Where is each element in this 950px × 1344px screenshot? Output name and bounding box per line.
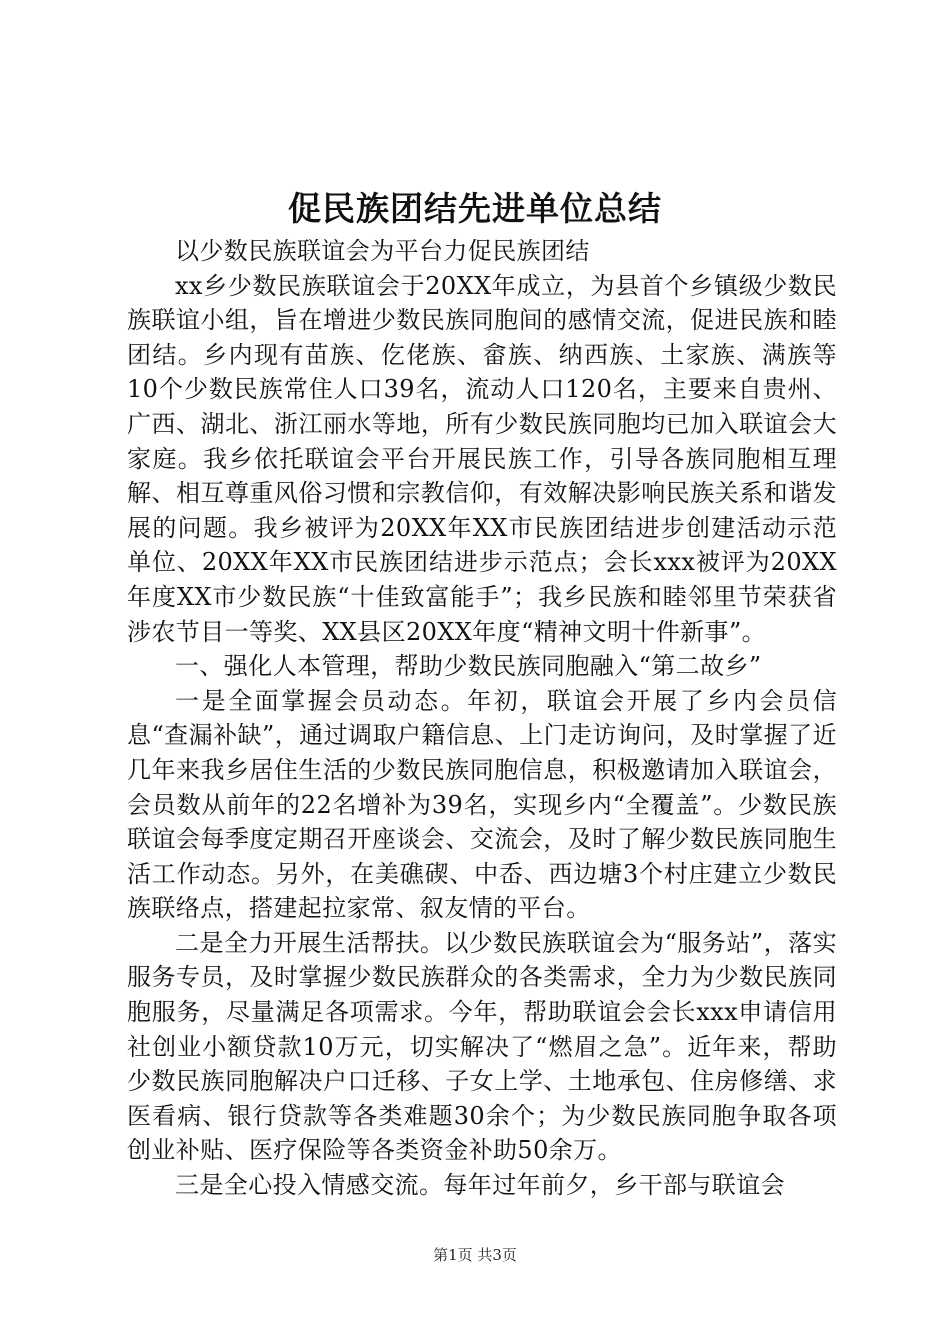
- body-paragraph: 一是全面掌握会员动态。年初，联谊会开展了乡内会员信息“查漏补缺”，通过调取户籍信息、上门走访询问，及时掌握了近几年来我乡居住生活的少数民族同胞信息，积极邀请加入联谊会，会员数从前年的22名增补为39名，实现乡内“全覆盖”。少数民族联谊会每季度定期召开座谈会、交流会，及时了解少数民族同胞生活工作动态。另外，在美礁碶、中岙、西边塘3个村庄建立少数民族联络点，搭建起拉家常、叙友情的平台。: [127, 686, 837, 923]
- body-paragraph: 三是全心投入情感交流。每年过年前夕，乡干部与联谊会: [175, 1171, 785, 1200]
- intro-paragraph: xx乡少数民族联谊会于20XX年成立，为县首个乡镇级少数民族联谊小组，旨在增进少数民族同胞间的感情交流，促进民族和睦团结。乡内现有苗族、仡佬族、畲族、纳西族、土家族、满族等10个少数民族常住人口39名，流动人口120名，主要来自贵州、广西、湖北、浙江丽水等地，所有少数民族同胞均已加入联谊会大家庭。我乡依托联谊会平台开展民族工作，引导各族同胞相互理解、相互尊重风俗习惯和宗教信仰，有效解决影响民族关系和谐发展的问题。我乡被评为20XX年XX市民族团结进步创建活动示范单位、20XX年XX市民族团结进步示范点；会长xxx被评为20XX年度XX市少数民族“十佳致富能手”；我乡民族和睦邻里节荣获省涉农节目一等奖、XX县区20XX年度“精神文明十件新事”。: [127, 271, 837, 646]
- page-number-footer: 第1页 共3页: [433, 1246, 517, 1264]
- document-body: [127, 234, 837, 1203]
- section-heading-paragraph: 一、强化人本管理，帮助少数民族同胞融入“第二故乡”: [175, 652, 762, 681]
- body-paragraph: 二是全力开展生活帮扶。以少数民族联谊会为“服务站”，落实服务专员，及时掌握少数民族群众的各类需求，全力为少数民族同胞服务，尽量满足各项需求。今年，帮助联谊会会长xxx申请信用社创业小额贷款10万元，切实解决了“燃眉之急”。近年来，帮助少数民族同胞解决户口迁移、子女上学、土地承包、住房修缮、求医看病、银行贷款等各类难题30余个；为少数民族同胞争取各项创业补贴、医疗保险等各类资金补助50余万。: [127, 928, 837, 1165]
- subtitle-paragraph: 以少数民族联谊会为平台力促民族团结: [175, 237, 590, 265]
- document-title: 促民族团结先进单位总结: [288, 189, 662, 228]
